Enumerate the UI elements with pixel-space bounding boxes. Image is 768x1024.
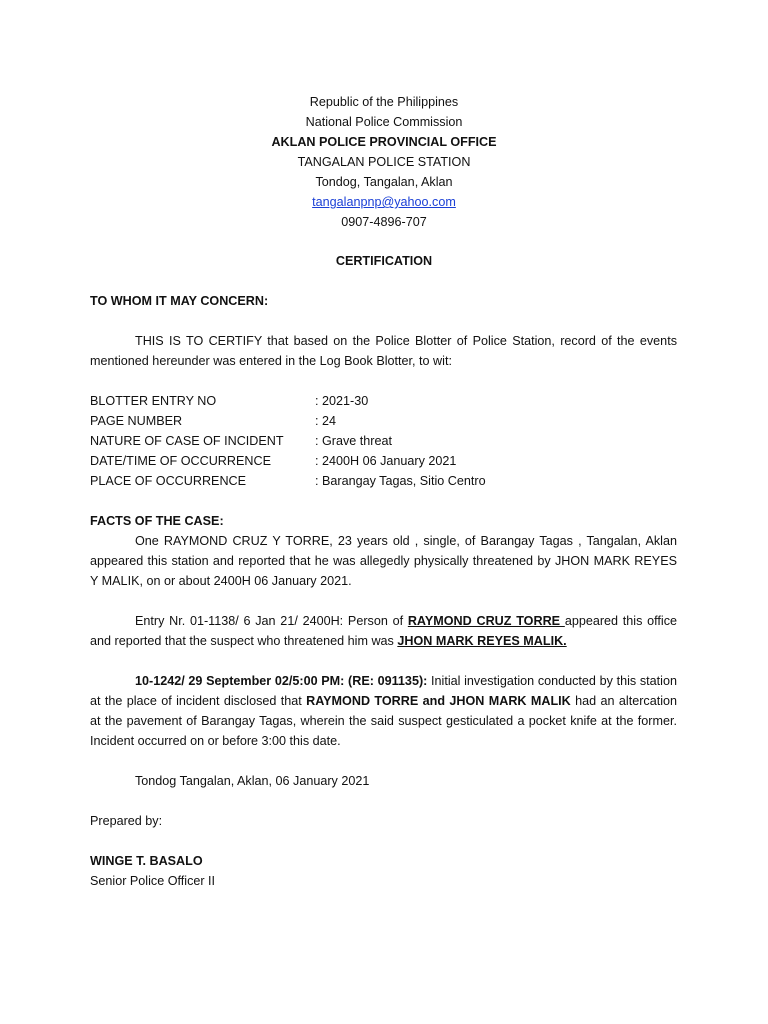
provincial-office-line: AKLAN POLICE PROVINCIAL OFFICE (271, 135, 497, 149)
involved-names: RAYMOND TORRE and JHON MARK MALIK (306, 694, 571, 708)
blotter-label: BLOTTER ENTRY NO (90, 394, 217, 408)
suspect-name: JHON MARK REYES MALIK. (397, 634, 567, 648)
investigation-text: Initial investigation conducted by this station at the place of incident disclosed that (90, 674, 677, 708)
blotter-details (90, 391, 677, 491)
facts-paragraph: One RAYMOND CRUZ Y TORRE, 23 years old , single, of Barangay Tagas , Tangalan, Aklan appeared this station and reported that he was allegedly physically threatened by JHON MARK REYES Y MALIK, on or about 2400H 06 January 2021. (90, 534, 677, 588)
blotter-row (90, 391, 677, 411)
facts-heading: FACTS OF THE CASE: (90, 514, 224, 528)
complainant-name: RAYMOND CRUZ TORRE (407, 614, 565, 628)
blotter-value: : 24 (315, 414, 337, 428)
blotter-row (90, 431, 677, 451)
investigation-reference: 10-1242/ 29 September 02/5:00 PM: (RE: 091135): (135, 674, 428, 688)
blotter-value: : 2400H 06 January 2021 (315, 454, 457, 468)
signatory-rank: Senior Police Officer II (90, 874, 216, 888)
blotter-label: DATE/TIME OF OCCURRENCE (90, 454, 271, 468)
blotter-value: : Barangay Tagas, Sitio Centro (315, 474, 486, 488)
republic-line: Republic of the Philippines (309, 95, 459, 109)
entry-text: Entry Nr. 01-1138/ 6 Jan 21/ 2400H: Person of (135, 614, 408, 628)
place-date-line: Tondog Tangalan, Aklan, 06 January 2021 (135, 774, 370, 788)
blotter-row (90, 411, 677, 431)
intro-paragraph: THIS IS TO CERTIFY that based on the Police Blotter of Police Station, record of the events mentioned hereunder was entered in the Log Book Blotter, to wit: (90, 334, 677, 368)
letterhead (0, 92, 768, 232)
salutation: TO WHOM IT MAY CONCERN: (90, 294, 269, 308)
blotter-value: : 2021-30 (315, 394, 369, 408)
blotter-label: NATURE OF CASE OF INCIDENT (90, 434, 284, 448)
blotter-row (90, 471, 677, 491)
investigation-paragraph (90, 671, 677, 751)
address-line: Tondog, Tangalan, Aklan (315, 175, 453, 189)
prepared-by-label: Prepared by: (90, 814, 163, 828)
station-line: TANGALAN POLICE STATION (297, 155, 471, 169)
entry-text: appeared this office and reported that the suspect who threatened him was (90, 614, 677, 648)
entry-paragraph (90, 611, 677, 651)
commission-line: National Police Commission (305, 115, 463, 129)
blotter-label: PAGE NUMBER (90, 414, 183, 428)
document-title: CERTIFICATION (335, 254, 433, 268)
blotter-value: : Grave threat (315, 434, 392, 448)
investigation-text: had an altercation at the pavement of Barangay Tagas, wherein the said suspect gesticulated a pocket knife at the former. Incident occurred on or before 3:00 this date. (90, 694, 678, 748)
signatory-name: WINGE T. BASALO (90, 854, 203, 868)
email-link[interactable]: tangalanpnp@yahoo.com (312, 195, 456, 209)
blotter-row (90, 451, 677, 471)
blotter-label: PLACE OF OCCURRENCE (90, 474, 247, 488)
phone-line: 0907-4896-707 (341, 215, 427, 229)
